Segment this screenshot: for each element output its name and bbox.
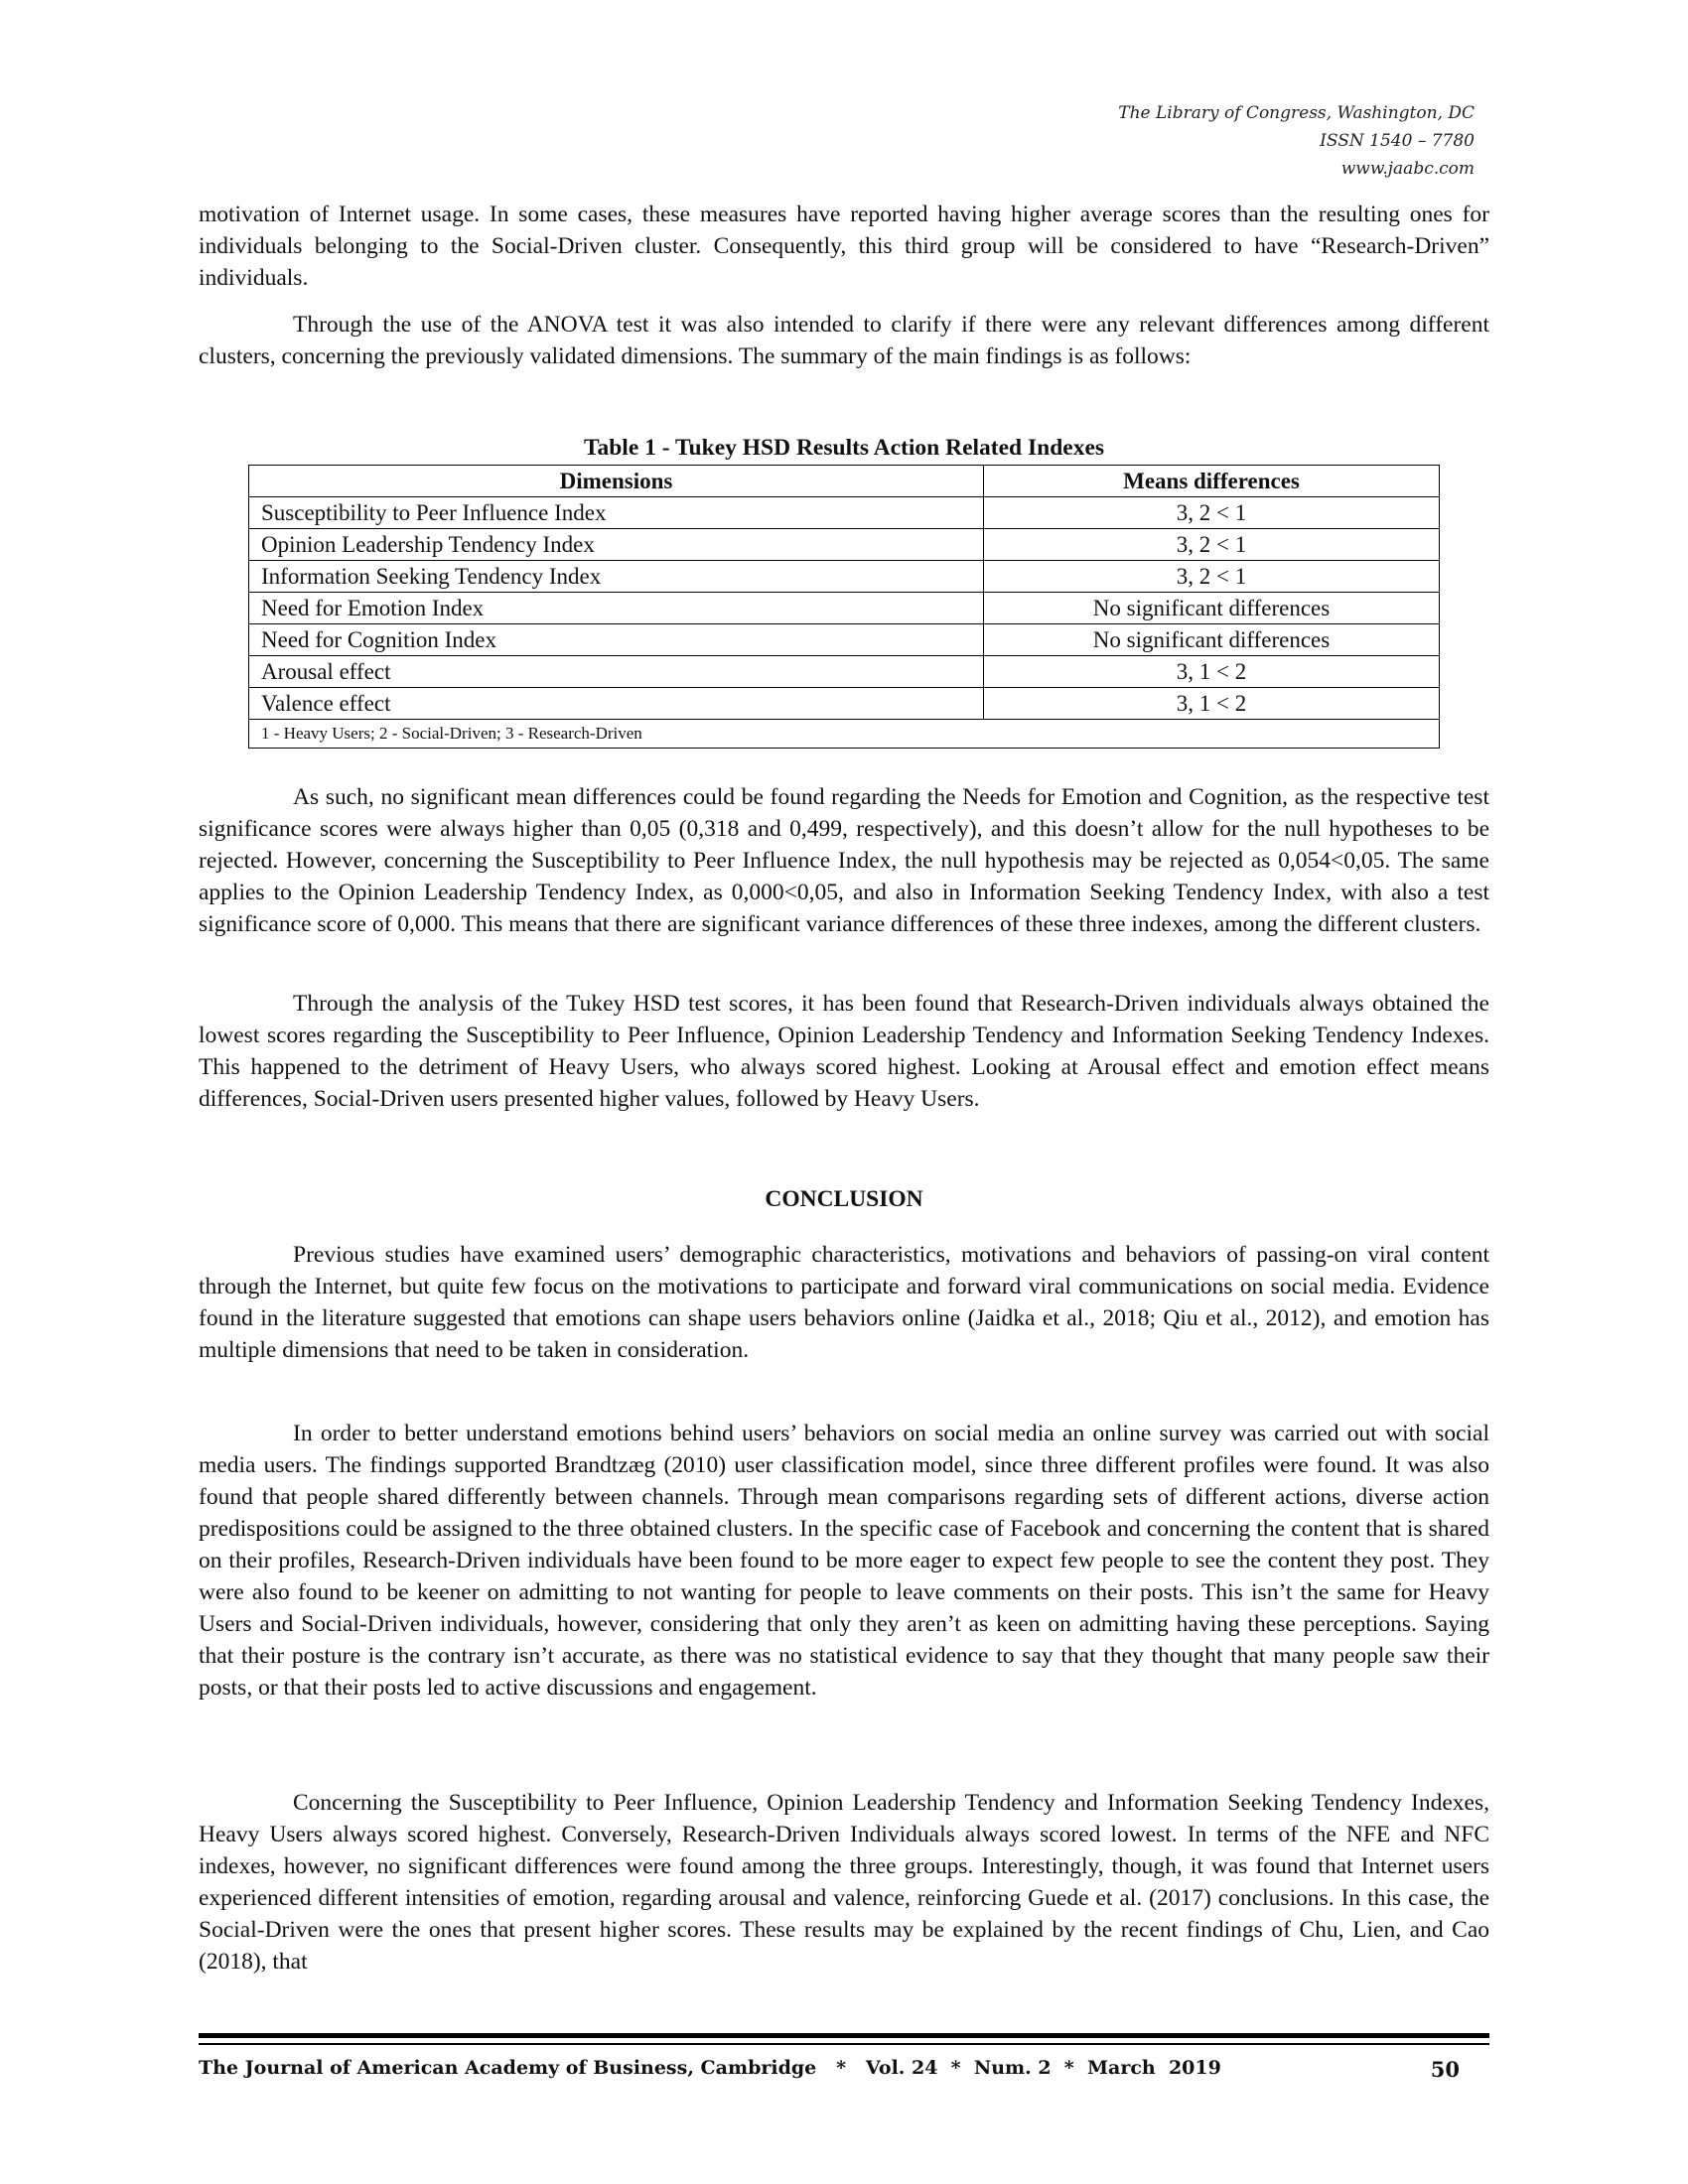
table-row — [249, 688, 1440, 720]
dimension-cell: Arousal effect — [249, 656, 984, 688]
table-row — [249, 561, 1440, 593]
paragraph-5: Previous studies have examined users’ demographic characteristics, motivations and behaviors of passing-on viral content through the Internet, but quite few focus on the motivations to participate and forward viral communications on social media. Evidence found in the literature suggested that emotions can shape users behaviors online (Jaidka et al., 2018; Qiu et al., 2012), and emotion has multiple dimensions that need to be taken in consideration. — [199, 1242, 1489, 1363]
conclusion-heading: CONCLUSION — [765, 1186, 923, 1212]
paragraph-6: In order to better understand emotions behind users’ behaviors on social media an online survey was carried out with social media users. The findings supported Brandtzæg (2010) user classification model, since three different profiles were found. It was also found that people shared differently between channels. Through mean comparisons regarding sets of different actions, diverse action predispositions could be assigned to the three obtained clusters. In the specific case of Facebook and concerning the content that is shared on their profiles, Research-Driven individuals have been found to be more eager to expect few people to see the content they post. They were also found to be keener on admitting to not wanting for people to leave comments on their posts. This isn’t the same for Heavy Users and Social-Driven individuals, however, considering that only they aren’t as keen on admitting having these perceptions. Saying that their posture is the contrary isn’t accurate, as there was no statistical evidence to say that they thought that many people saw their posts, or that their posts led to active discussions and engagement. — [199, 1421, 1489, 1701]
table-row — [249, 497, 1440, 529]
paragraph-1: motivation of Internet usage. In some cases, these measures have reported having higher average scores than the resulting ones for individuals belonging to the Social-Driven cluster. Consequently, this third group will be considered to have “Research-Driven” individuals. — [199, 202, 1489, 291]
means-cell: 3, 1 < 2 — [984, 688, 1440, 720]
footer-rule-thin — [199, 2043, 1489, 2045]
results-table — [248, 465, 1440, 749]
means-cell: 3, 1 < 2 — [984, 656, 1440, 688]
means-cell: No significant differences — [984, 624, 1440, 656]
table-row — [249, 656, 1440, 688]
paragraph-3: As such, no significant mean differences could be found regarding the Needs for Emotion and Cognition, as the respective test significance scores were always higher than 0,05 (0,318 and 0,499, respectively), and this doesn’t allow for the null hypotheses to be rejected. However, concerning the Susceptibility to Peer Influence Index, the null hypothesis may be rejected as 0,054<0,05. The same applies to the Opinion Leadership Tendency Index, as 0,000<0,05, and also in Information Seeking Tendency Index, with also a test significance score of 0,000. This means that there are significant variance differences of these three indexes, among the different clusters. — [199, 784, 1489, 937]
means-cell: 3, 2 < 1 — [984, 497, 1440, 529]
table-row — [249, 624, 1440, 656]
table-note-row — [249, 720, 1440, 749]
table-header-row — [249, 466, 1440, 497]
paragraph-2: Through the use of the ANOVA test it was also intended to clarify if there were any relevant differences among different clusters, concerning the previously validated dimensions. The summary of the main findings is as follows: — [199, 312, 1489, 369]
table-row — [249, 593, 1440, 624]
dimension-cell: Need for Cognition Index — [249, 624, 984, 656]
paragraph-4: Through the analysis of the Tukey HSD test scores, it has been found that Research-Driven individuals always obtained the lowest scores regarding the Susceptibility to Peer Influence, Opinion Leadership Tendency and Information Seeking Tendency Indexes. This happened to the detriment of Heavy Users, who always scored highest. Looking at Arousal effect and emotion effect means differences, Social-Driven users presented higher values, followed by Heavy Users. — [199, 991, 1489, 1112]
dimension-cell: Opinion Leadership Tendency Index — [249, 529, 984, 561]
page-number: 50 — [1430, 2057, 1460, 2082]
paragraph-7: Concerning the Susceptibility to Peer Influence, Opinion Leadership Tendency and Information Seeking Tendency Indexes, Heavy Users always scored highest. Conversely, Research-Driven Individuals always scored lowest. In terms of the NFE and NFC indexes, however, no significant differences were found among the three groups. Interestingly, though, it was found that Internet users experienced different intensities of emotion, regarding arousal and valence, reinforcing Guede et al. (2017) conclusions. In this case, the Social-Driven were the ones that present higher scores. These results may be explained by the recent findings of Chu, Lien, and Cao (2018), that — [199, 1790, 1489, 1975]
table-title: Table 1 - Tukey HSD Results Action Related Indexes — [583, 435, 1105, 461]
header-line-website: www.jaabc.com — [1340, 159, 1475, 179]
table-row — [249, 529, 1440, 561]
table-header-means: Means differences — [984, 466, 1440, 497]
means-cell: No significant differences — [984, 593, 1440, 624]
dimension-cell: Valence effect — [249, 688, 984, 720]
dimension-cell: Need for Emotion Index — [249, 593, 984, 624]
means-cell: 3, 2 < 1 — [984, 529, 1440, 561]
dimension-cell: Information Seeking Tendency Index — [249, 561, 984, 593]
table-note: 1 - Heavy Users; 2 - Social-Driven; 3 - Research-Driven — [249, 720, 1440, 749]
footer-journal: The Journal of American Academy of Business, Cambridge * Vol. 24 * Num. 2 * March 2019 — [199, 2057, 1221, 2079]
header-line-issn: ISSN 1540 – 7780 — [1320, 131, 1475, 151]
header-line-library: The Library of Congress, Washington, DC — [1118, 103, 1475, 123]
dimension-cell: Susceptibility to Peer Influence Index — [249, 497, 984, 529]
table-header-dimensions: Dimensions — [249, 466, 984, 497]
footer-rule-thick — [199, 2033, 1489, 2038]
means-cell: 3, 2 < 1 — [984, 561, 1440, 593]
running-header — [1118, 99, 1475, 183]
